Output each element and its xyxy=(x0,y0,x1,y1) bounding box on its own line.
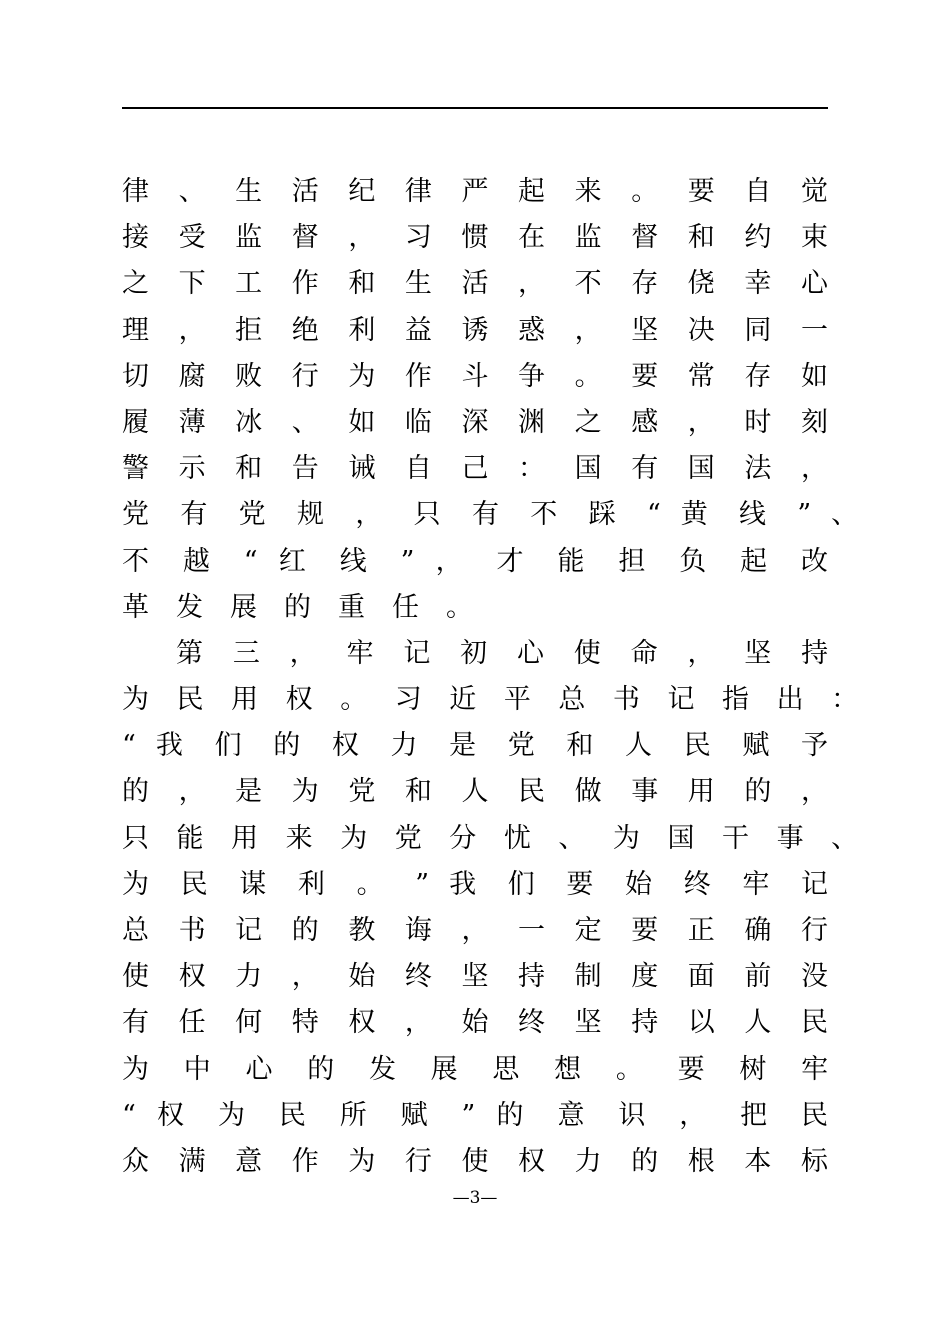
text-line: 之 下 工 作 和 生 活 ， 不 存 侥 幸 心 xyxy=(122,268,828,300)
text-line: 的 ， 是 为 党 和 人 民 做 事 用 的 ， xyxy=(122,776,828,808)
text-line: 只 能 用 来 为 党 分 忧 、 为 国 干 事 、 xyxy=(122,822,859,854)
text-line: “ 我 们 的 权 力 是 党 和 人 民 赋 予 xyxy=(122,730,828,762)
text-line: 为 民 用 权 。 习 近 平 总 书 记 指 出 ： xyxy=(122,684,859,716)
text-line: 为 中 心 的 发 展 思 想 。 要 树 牢 xyxy=(122,1053,829,1085)
text-line: 接 受 监 督 ， 习 惯 在 监 督 和 约 束 xyxy=(122,222,828,254)
text-line: “ 权 为 民 所 赋 ” 的 意 识 ， 把 民 xyxy=(122,1099,828,1131)
header-rule xyxy=(122,107,828,109)
text-line: 有 任 何 特 权 ， 始 终 坚 持 以 人 民 xyxy=(122,1007,828,1039)
text-line: 为 民 谋 利 。 ” 我 们 要 始 终 牢 记 xyxy=(122,868,828,900)
text-line: 总 书 记 的 教 诲 ， 一 定 要 正 确 行 xyxy=(122,915,828,946)
text-line: 革发展的重任。 xyxy=(122,591,500,623)
text-line: 不 越 “ 红 线 ” ， 才 能 担 负 起 改 xyxy=(122,545,828,577)
text-line: 使 权 力 ， 始 终 坚 持 制 度 面 前 没 xyxy=(122,961,828,993)
body-text xyxy=(122,169,859,1185)
text-line: 履 薄 冰 、 如 临 深 渊 之 感 ， 时 刻 xyxy=(122,406,828,438)
text-line: 切 腐 败 行 为 作 斗 争 。 要 常 存 如 xyxy=(122,360,828,392)
page-number: —3— xyxy=(452,1188,498,1208)
text-line: 党 有 党 规 ， 只 有 不 踩 “ 黄 线 ” 、 xyxy=(122,499,859,531)
paragraph-start-line: 第 三 ， 牢 记 初 心 使 命 ， 坚 持 xyxy=(176,637,829,669)
text-line: 警 示 和 告 诫 自 己 ： 国 有 国 法 ， xyxy=(122,453,828,485)
text-line: 律 、 生 活 纪 律 严 起 来 。 要 自 觉 xyxy=(122,176,828,207)
text-line: 众 满 意 作 为 行 使 权 力 的 根 本 标 xyxy=(122,1145,828,1177)
text-line: 理 ， 拒 绝 利 益 诱 惑 ， 坚 决 同 一 xyxy=(122,314,828,346)
